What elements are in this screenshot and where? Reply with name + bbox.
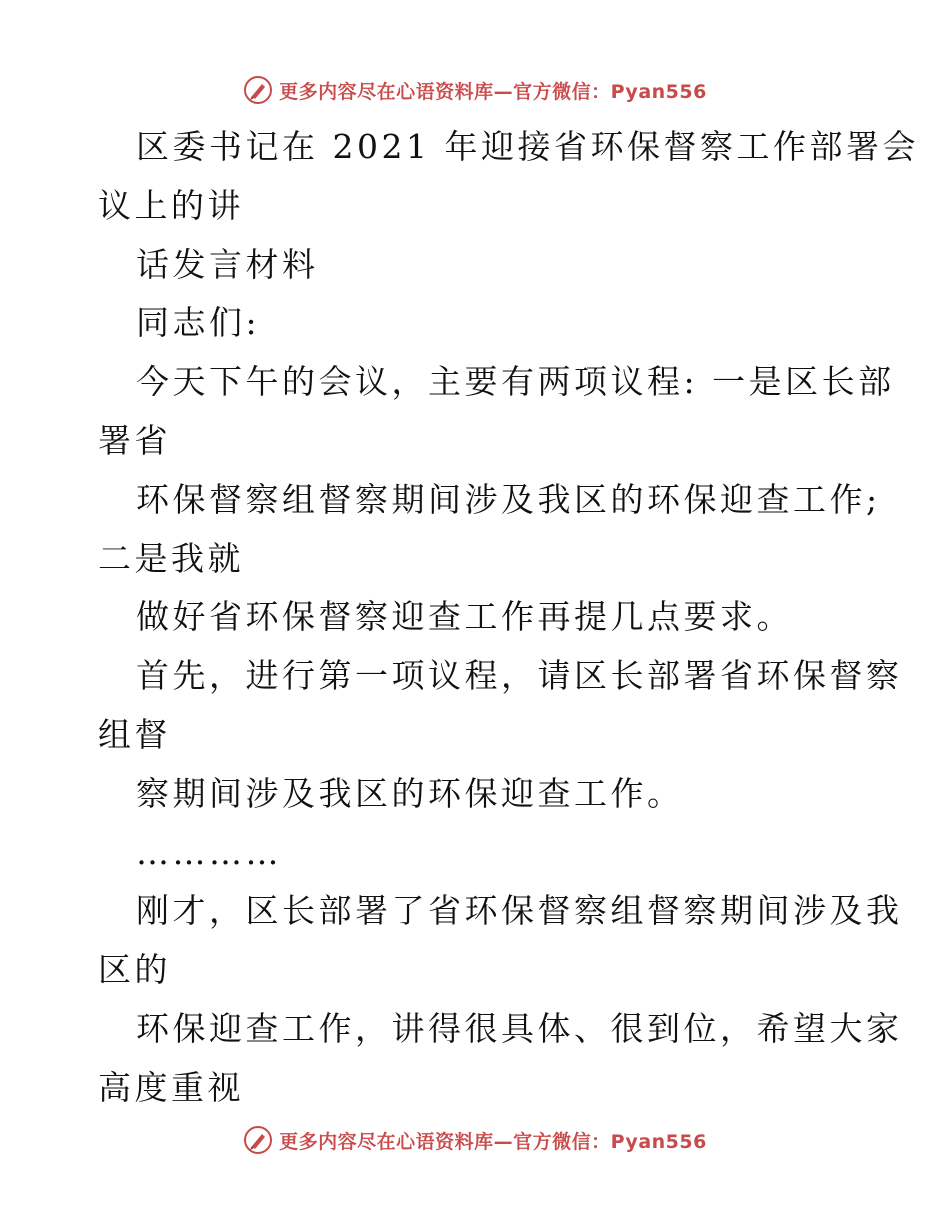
document-line: 环保迎查工作，讲得很具体、很到位，希望大家 [136, 1008, 903, 1048]
document-line: 同志们: [136, 303, 261, 343]
footer-banner-text: 更多内容尽在心语资料库—官方微信：Pyan556 [279, 1130, 707, 1153]
document-line: 察期间涉及我区的环保迎查工作。 [136, 773, 684, 813]
document-line: 做好省环保督察迎查工作再提几点要求。 [136, 597, 793, 637]
document-line: 区委书记在 2021 年迎接省环保督察工作部署会 [136, 127, 919, 166]
document-line: 刚才，区长部署了省环保督察组督察期间涉及我 [136, 891, 903, 931]
document-line: 区的 [98, 950, 171, 990]
pen-nib-icon [243, 75, 273, 105]
document-line: 议上的讲 [98, 185, 244, 225]
document-line: 环保督察组督察期间涉及我区的环保迎查工作; [136, 479, 881, 519]
pen-nib-icon [243, 1125, 273, 1155]
footer-banner [0, 1120, 950, 1160]
document-line: 今天下午的会议，主要有两项议程: 一是区长部 [136, 362, 895, 402]
document-line: 首先，进行第一项议程，请区长部署省环保督察 [136, 656, 903, 696]
document-line: 高度重视 [98, 1067, 244, 1107]
header-banner [0, 70, 950, 110]
document-line: 二是我就 [98, 538, 244, 578]
document-line: 署省 [98, 420, 171, 460]
document-line: 组督 [98, 714, 171, 754]
document-line: ………… [136, 832, 282, 872]
document-line: 话发言材料 [136, 244, 319, 284]
document-body [98, 118, 919, 1118]
header-banner-text: 更多内容尽在心语资料库—官方微信：Pyan556 [279, 80, 707, 103]
